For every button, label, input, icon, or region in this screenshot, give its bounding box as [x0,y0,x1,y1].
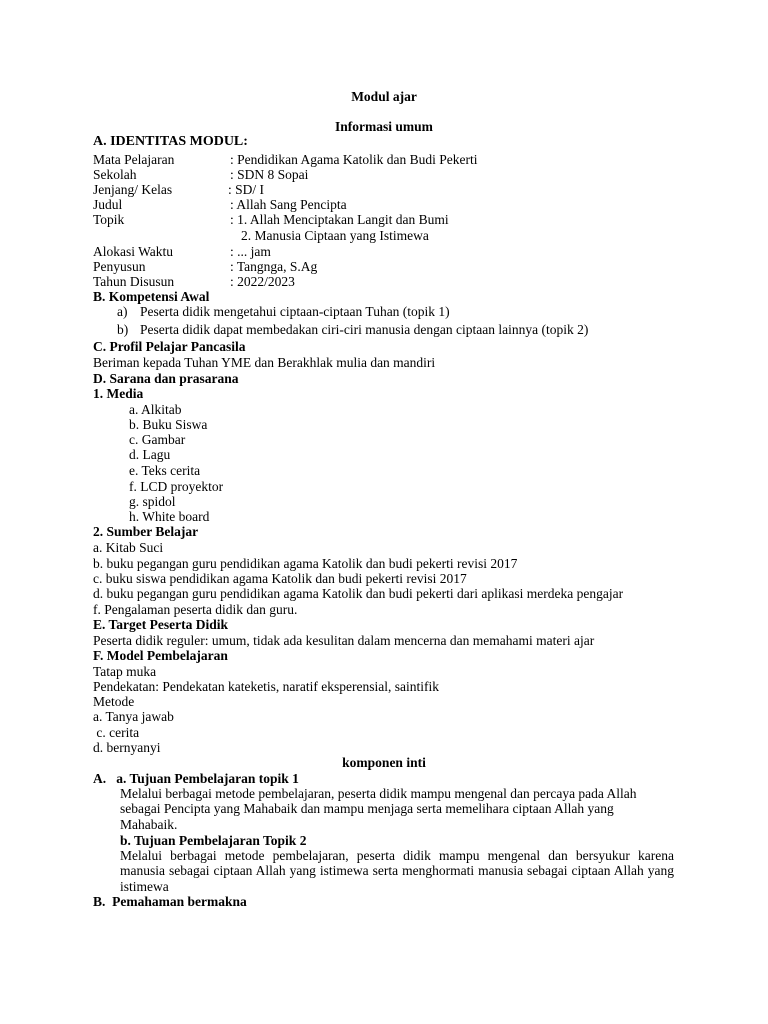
identity-value: : 1. Allah Menciptakan Langit dan Bumi [230,212,449,227]
tujuan-2-heading: b. Tujuan Pembelajaran Topik 2 [120,833,307,848]
pemahaman-bermakna-heading: B. Pemahaman bermakna [93,894,247,909]
identity-label: Sekolah [93,167,137,182]
list-item: d. Lagu [129,447,171,462]
tujuan-2-text: Melalui berbagai metode pembelajaran, peserta didik mampu mengenal dan bersyukur karena manusia sebagai ciptaan Allah yang istimewa serta menghormati manusia sebagai ciptaan Allah yang istimewa [120,848,674,894]
komponen-inti-heading: komponen inti [342,755,426,770]
list-item: b. buku pegangan guru pendidikan agama Katolik dan budi pekerti revisi 2017 [93,556,518,571]
list-item: f. Pengalaman peserta didik dan guru. [93,602,298,617]
identity-label: Judul [93,197,123,212]
identity-label: Tahun Disusun [93,274,175,289]
section-c-heading: C. Profil Pelajar Pancasila [93,339,246,354]
list-item: d. buku pegangan guru pendidikan agama Katolik dan budi pekerti dari aplikasi merdeka pengajar [93,586,624,601]
list-item: a. Alkitab [129,402,182,417]
identity-value: : SDN 8 Sopai [230,167,309,182]
list-marker: b) [117,322,129,337]
identity-label: Topik [93,212,125,227]
list-item: b. Buku Siswa [129,417,208,432]
identity-value: : SD/ I [228,182,265,197]
list-item: c. buku siswa pendidikan agama Katolik dan budi pekerti revisi 2017 [93,571,467,586]
identity-value: : Allah Sang Pencipta [230,197,347,212]
list-item: Peserta didik mengetahui ciptaan-ciptaan Tuhan (topik 1) [140,304,450,319]
section-f-line: Pendekatan: Pendekatan kateketis, naratif eksperensial, saintifik [93,679,440,694]
identity-label: Jenjang/ Kelas [93,182,173,197]
media-heading: 1. Media [93,386,144,401]
section-f-line: a. Tanya jawab [93,709,174,724]
list-item: c. Gambar [129,432,186,447]
identity-value: : ... jam [230,244,271,259]
section-f-line: d. bernyanyi [93,740,161,755]
identity-value-continued: 2. Manusia Ciptaan yang Istimewa [241,228,429,243]
identity-label: Penyusun [93,259,146,274]
section-f-heading: F. Model Pembelajaran [93,648,228,663]
list-item: f. LCD proyektor [129,479,224,494]
identity-value: : Tangnga, S.Ag [230,259,318,274]
section-a-heading: A. IDENTITAS MODUL: [93,134,248,149]
document-title: Modul ajar [351,89,417,104]
list-item: a. Kitab Suci [93,540,164,555]
document-subtitle: Informasi umum [335,119,433,134]
list-item: e. Teks cerita [129,463,201,478]
section-f-line: Tatap muka [93,664,157,679]
list-item: g. spidol [129,494,176,509]
section-f-line: c. cerita [93,725,140,740]
section-c-text: Beriman kepada Tuhan YME dan Berakhlak mulia dan mandiri [93,355,436,370]
sumber-heading: 2. Sumber Belajar [93,524,199,539]
section-b-heading: B. Kompetensi Awal [93,289,210,304]
tujuan-1-heading: A. a. Tujuan Pembelajaran topik 1 [93,771,299,786]
tujuan-1-text: Melalui berbagai metode pembelajaran, peserta didik mampu mengenal dan percaya pada Allah sebagai Pencipta yang Mahabaik dan mampu menjaga serta memelihara ciptaan Allah yang Mahabaik. [120,786,637,832]
list-marker: a) [117,304,128,319]
identity-value: : 2022/2023 [230,274,295,289]
section-e-text: Peserta didik reguler: umum, tidak ada kesulitan dalam mencerna dan memahami materi ajar [93,633,595,648]
section-e-heading: E. Target Peserta Didik [93,617,228,632]
identity-label: Alokasi Waktu [93,244,174,259]
section-f-line: Metode [93,694,135,709]
list-item: h. White board [129,509,210,524]
list-item: Peserta didik dapat membedakan ciri-ciri manusia dengan ciptaan lainnya (topik 2) [140,322,589,337]
identity-label: Mata Pelajaran [93,152,175,167]
section-d-heading: D. Sarana dan prasarana [93,371,239,386]
identity-value: : Pendidikan Agama Katolik dan Budi Pekerti [230,152,478,167]
